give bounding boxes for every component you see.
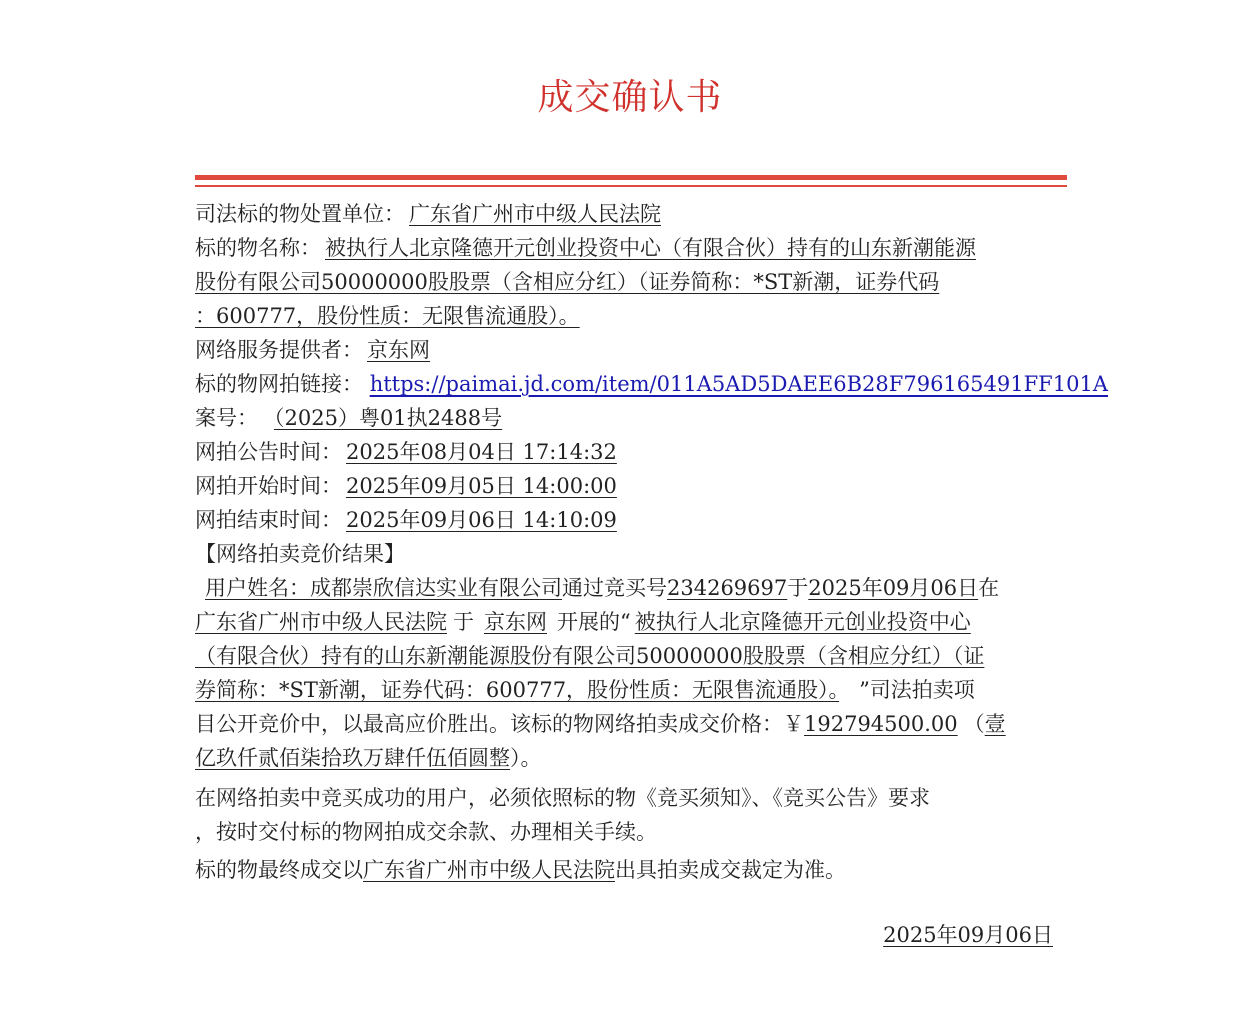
- note-2-court: 广东省广州市中级人民法院: [363, 858, 615, 882]
- note-2-suffix: 出具拍卖成交裁定为准。: [615, 858, 846, 882]
- title-rule-thick: [195, 175, 1067, 180]
- result-row-5: [195, 707, 1067, 741]
- paren-close: ）。: [510, 746, 542, 770]
- item-name-label: 标的物名称：: [195, 236, 321, 260]
- item-name-line3: ：600777，股份性质：无限售流通股）。: [195, 304, 580, 328]
- result-suffix: ”司法拍卖项: [859, 678, 975, 702]
- result-heading: 【网络拍卖竞价结果】: [195, 542, 405, 566]
- result-row-4: [195, 673, 1067, 707]
- notice-time-label: 网拍公告时间：: [195, 440, 342, 464]
- disposal-unit-label: 司法标的物处置单位：: [195, 202, 405, 226]
- result-item-line1: 被执行人北京隆德开元创业投资中心: [634, 610, 971, 634]
- winner-label: 用户姓名：: [205, 576, 310, 600]
- start-time-label: 网拍开始时间：: [195, 474, 342, 498]
- result-row-2: [195, 605, 1067, 639]
- link-row: [195, 367, 1108, 401]
- at-text: 在: [978, 576, 1000, 600]
- title-rule-thin: [195, 185, 1067, 187]
- note-2: [195, 853, 1067, 887]
- notice-time-value: 2025年08月04日 17:14:32: [346, 440, 617, 464]
- provider-value: 京东网: [367, 338, 430, 362]
- on-text: 于: [787, 576, 809, 600]
- result-platform: 京东网: [484, 610, 547, 634]
- link-label: 标的物网拍链接：: [195, 372, 363, 396]
- end-time-row: [195, 503, 1067, 537]
- document-title: 成交确认书: [537, 77, 723, 118]
- item-name-row-2: [195, 265, 1067, 299]
- item-name-line1: 被执行人北京隆德开元创业投资中心（有限合伙）持有的山东新潮能源: [325, 236, 976, 260]
- provider-label: 网络服务提供者：: [195, 338, 363, 362]
- result-court: 广东省广州市中级人民法院: [195, 610, 447, 634]
- result-item-line3: 券简称：*ST新潮，证券代码：600777，股份性质：无限售流通股）。: [195, 678, 840, 702]
- held-text: 开展的“: [557, 610, 631, 634]
- notice-time-row: [195, 435, 1067, 469]
- note-1-line-2: ，按时交付标的物网拍成交余款、办理相关手续。: [195, 820, 657, 844]
- item-name-line2: 股份有限公司50000000股股票（含相应分红）（证券简称：*ST新潮，证券代码: [195, 270, 940, 294]
- start-time-row: [195, 469, 1067, 503]
- footer-date: 2025年09月06日: [883, 923, 1053, 947]
- result-row-6: [195, 741, 1067, 775]
- item-name-row: [195, 231, 1067, 265]
- winner-name: [195, 576, 562, 600]
- disposal-unit-row: [195, 197, 1067, 231]
- item-name-row-3: [195, 299, 1067, 333]
- start-time-value: 2025年09月05日 14:00:00: [346, 474, 617, 498]
- result-item-line2: （有限合伙）持有的山东新潮能源股份有限公司50000000股股票（含相应分红）（证: [195, 644, 985, 668]
- winner-value: 成都崇欣信达实业有限公司: [310, 576, 562, 600]
- disposal-unit-value: 广东省广州市中级人民法院: [409, 202, 661, 226]
- price-words-part1: 壹: [984, 712, 1006, 736]
- price-value: 192794500.00: [804, 712, 958, 736]
- bid-number: 234269697: [667, 576, 788, 600]
- case-value: （2025）粤01执2488号: [274, 406, 503, 430]
- confirmation-body: [195, 197, 1108, 887]
- note-2-prefix: 标的物最终成交以: [195, 858, 363, 882]
- in-text: 于: [453, 610, 474, 634]
- via-bid-text: 通过竞买号: [562, 576, 667, 600]
- paren-open: （: [963, 712, 985, 736]
- win-date: 2025年09月06日: [808, 576, 979, 600]
- price-words-part2: 亿玖仟贰佰柒拾玖万肆仟伍佰圆整: [195, 746, 510, 770]
- result-row-3: [195, 639, 1067, 673]
- end-time-value: 2025年09月06日 14:10:09: [346, 508, 617, 532]
- note-1-line-1: 在网络拍卖中竞买成功的用户，必须依照标的物《竞买须知》、《竞买公告》要求: [195, 786, 930, 810]
- case-row: [195, 401, 1067, 435]
- price-intro: 目公开竞价中，以最高应价胜出。该标的物网络拍卖成交价格：￥: [195, 712, 804, 736]
- result-row-1: [195, 571, 1067, 605]
- auction-link[interactable]: https://paimai.jd.com/item/011A5AD5DAEE6B28F796165491FF101A: [369, 372, 1108, 396]
- case-label: 案号：: [195, 406, 258, 430]
- provider-row: [195, 333, 1067, 367]
- end-time-label: 网拍结束时间：: [195, 508, 342, 532]
